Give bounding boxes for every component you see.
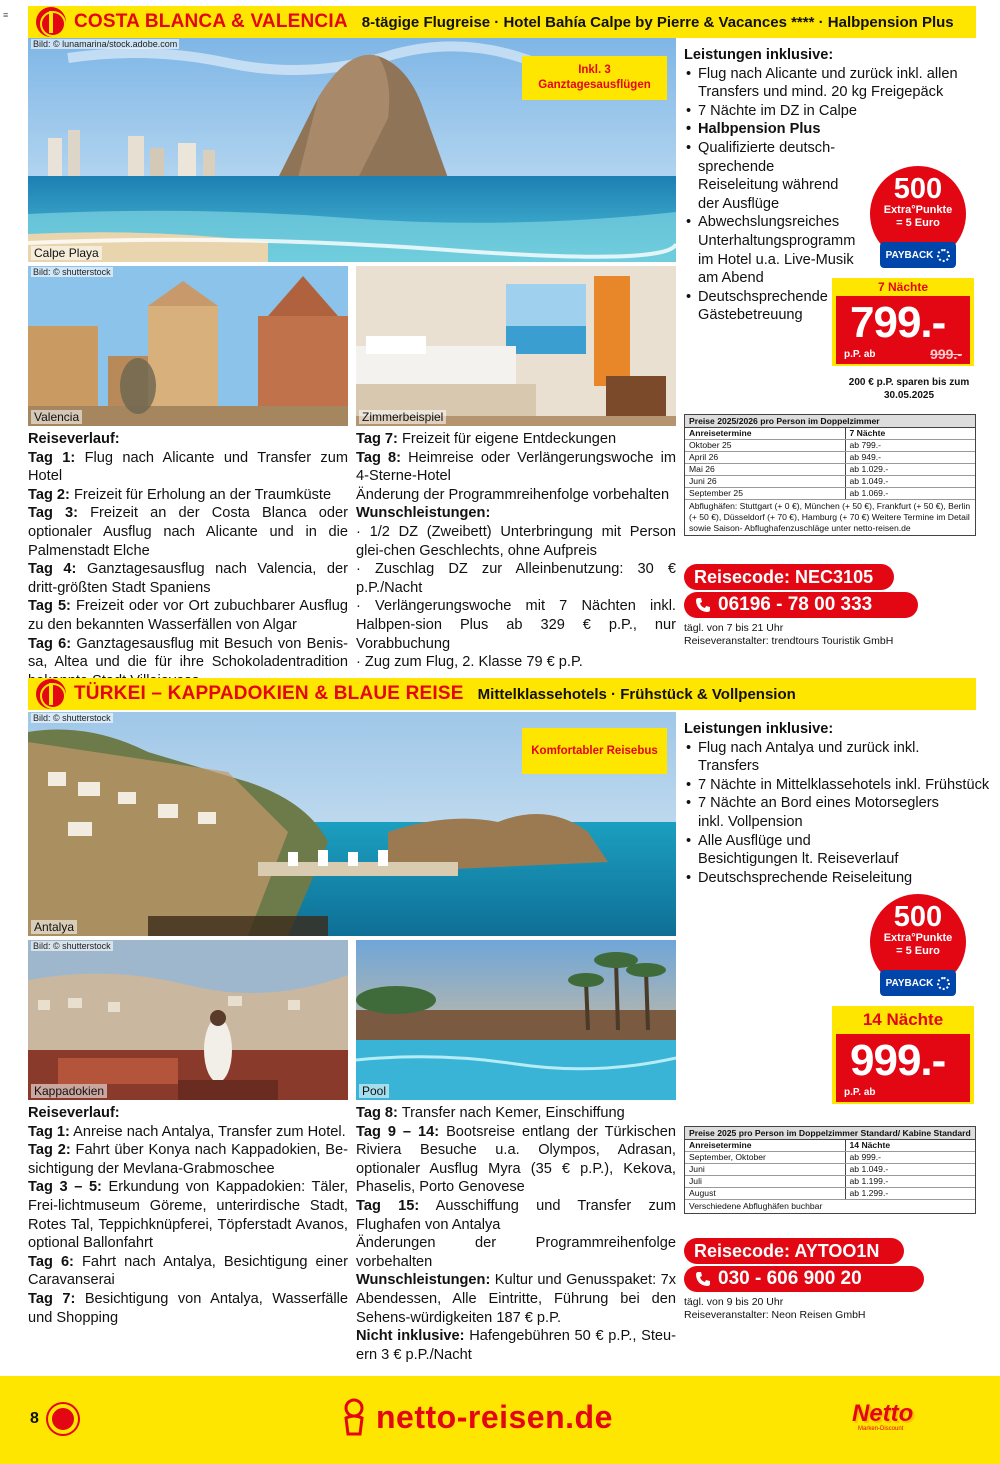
hotel-room-image	[356, 266, 676, 426]
offer2-inclusive-item: • Deutschsprechende Reiseleitung	[684, 869, 978, 888]
offer1-inclusive-item: • Deutschsprechende Gästebetreuung	[684, 288, 834, 325]
offer2-inclusive-title: Leistungen inklusive:	[684, 721, 834, 737]
table-cell: Juni 26	[685, 476, 845, 488]
offer1-phone-number: 06196 - 78 00 333	[718, 594, 873, 615]
itinerary-day: Tag 6: Fahrt nach Antalya, Besichtigung einer Caravanserai	[28, 1253, 348, 1289]
cappadocia-image	[28, 940, 348, 1100]
table-cell: Juni	[685, 1164, 845, 1176]
offer2-badge-line2: = 5 Euro	[896, 945, 940, 957]
itinerary-day: Tag 4: Ganztagesausflug nach Valencia, der dritt-größten Stadt Spaniens	[28, 561, 348, 596]
valencia-image	[28, 266, 348, 426]
table-cell: ab 799.-	[845, 440, 975, 452]
offer1-main-photo-credit: Bild: © lunamarina/stock.adobe.com	[33, 39, 178, 49]
offer2-photo-left-caption: Kappadokien	[31, 1084, 107, 1098]
offer1-inclusive-item: • 7 Nächte im DZ in Calpe	[684, 102, 974, 121]
offer1-badge-line1: Extra°Punkte	[883, 204, 953, 216]
offer1-inclusive-item: • Halbpension Plus	[684, 120, 974, 139]
payback-label: PAYBACK	[885, 977, 934, 989]
offer1-table-title: Preise 2025/2026 pro Person im Doppelzimmer	[685, 415, 975, 428]
offer1-photo-room	[356, 266, 676, 426]
offer2-inclusive-item: • Alle Ausflüge und Besichtigungen lt. Reiseverlauf	[684, 832, 914, 869]
offer1-photo-left-credit: Bild: © shutterstock	[33, 267, 111, 277]
table-cell: September 25	[685, 488, 845, 500]
offer1-old-price: 999.-	[930, 346, 962, 362]
wish-item: · Verlängerungswoche mit 7 Nächten inkl. Halbpen-sion Plus ab 329 € p.P., nur Vorabbuchung	[356, 598, 676, 652]
itinerary-day: Tag 15: Ausschiffung und Transfer zum Flughafen von Antalya	[356, 1197, 677, 1233]
offer1-price: 799.-	[850, 298, 946, 347]
netto-logo-sub: Marken-Discount	[858, 1426, 904, 1432]
offer2-inclusive-item: • 7 Nächte in Mittelklassehotels inkl. Frühstück	[684, 776, 978, 795]
offer2-photo-left-credit: Bild: © shutterstock	[33, 941, 111, 951]
itinerary-day: Tag 9 – 14: Bootsreise entlang der Türkischen Riviera Besuche u.a. Olympos, Adrasan, optionaler Ausflug Myra (35 € p.P.), Kekova, Phaselis, Porto Genovese	[356, 1123, 676, 1196]
offer1-itinerary-title: Reiseverlauf:	[28, 431, 120, 447]
offer2-payback-logo	[880, 970, 956, 996]
offer1-savings: 200 € p.P. sparen bis zum 30.05.2025	[848, 377, 970, 401]
side-mark: ≡	[3, 10, 9, 20]
itinerary-day: Tag 1: Flug nach Alicante und Transfer zum Hotel	[28, 449, 348, 485]
phone-icon	[694, 1270, 712, 1288]
footer-globe-icon	[48, 1404, 78, 1434]
table-cell: Juli	[685, 1176, 845, 1188]
table-col-header: Anreisetermine	[685, 1140, 845, 1152]
offer2-itinerary-cont	[356, 1104, 676, 1364]
wish-item: · 1/2 DZ (Zweibett) Unterbringung mit Person glei-chen Geschlechts, ohne Aufpreis	[356, 523, 676, 559]
offer1-nights: 7 Nächte	[877, 280, 929, 294]
offer2-order-note: Änderungen der Programmreihenfolge vorbehalten	[356, 1235, 676, 1270]
offer1-itinerary	[28, 430, 348, 690]
offer2-table-title: Preise 2025 pro Person im Doppelzimmer Standard/ Kabine Standard	[685, 1127, 975, 1140]
offer2-phone-number: 030 - 606 900 20	[718, 1268, 862, 1289]
itinerary-day: Tag 7: Besichtigung von Antalya, Wasserfälle und Shopping	[28, 1290, 348, 1326]
offer2-main-photo-credit: Bild: © shutterstock	[33, 713, 111, 723]
pool-image	[356, 940, 676, 1100]
offer2-inclusive	[684, 720, 990, 887]
offer1-inclusive-item: • Flug nach Alicante und zurück inkl. allen Transfers und mind. 20 kg Freigepäck	[684, 65, 974, 102]
itinerary-day: Tag 5: Freizeit oder vor Ort zubuchbarer Ausflug zu den bekannten Wasserfällen von Algar	[28, 598, 348, 633]
itinerary-day: Tag 6: Ganztagesausflug mit Besuch von Benis-sa, Altea und die für ihre Schokoladentradition	[28, 635, 348, 671]
offer2-price-unit: p.P. ab	[844, 1087, 876, 1098]
table-cell: April 26	[685, 452, 845, 464]
offer1-main-photo-caption: Calpe Playa	[31, 246, 102, 260]
itinerary-day: Tag 1: Anreise nach Antalya, Transfer zum Hotel.	[28, 1123, 346, 1140]
table-cell: August	[685, 1188, 845, 1200]
table-cell: ab 1.049.-	[845, 476, 975, 488]
table-cell: Oktober 25	[685, 440, 845, 452]
itinerary-day: Tag 8: Transfer nach Kemer, Einschiffung	[356, 1105, 625, 1121]
table-cell: ab 1.029.-	[845, 464, 975, 476]
offer2-banner	[28, 678, 976, 710]
offer2-itinerary-title: Reiseverlauf:	[28, 1105, 120, 1121]
offer1-table-note: Abflughäfen: Stuttgart (+ 0 €), München (+ 50 €), Frankfurt (+ 50 €), Berlin (+ 50 €), Düsseldorf (+ 70 €), Hamburg (+ 70 €) Weitere Termine im Detail sowie Saison- Abflughafenzuschläge unter netto-reisen.de	[689, 501, 971, 533]
table-cell: ab 1.299.-	[845, 1188, 975, 1200]
offer2-badge-number: 500	[893, 901, 943, 933]
itinerary-day: Tag 3: Freizeit an der Costa Blanca oder optionaler Ausflug nach Alicante und in die Palmenstadt Elche	[28, 505, 348, 559]
table-cell: ab 1.049.-	[845, 1164, 975, 1176]
offer2-info: Mittelklassehotels · Frühstück & Vollpension	[477, 685, 796, 703]
table-cell: Mai 26	[685, 464, 845, 476]
offer2-hours: tägl. von 9 bis 20 Uhr	[684, 1296, 784, 1308]
offer1-photo-right-caption: Zimmerbeispiel	[359, 410, 446, 424]
itinerary-day: Tag 3 – 5: Erkundung von Kappadokien: Täler, Frei-lichtmuseum Göreme, unterirdische Stadt, Rotes Tal, Teppichknüpferei, Töpferstadt Avanos, optional Ballonfahrt	[28, 1179, 349, 1252]
offer2-main-photo-caption: Antalya	[31, 920, 77, 934]
table-col-header: 14 Nächte	[845, 1140, 975, 1152]
wish-item: · Zug zum Flug, 2. Klasse 79 € p.P.	[356, 654, 583, 671]
table-col-header: Anreisetermine	[685, 428, 845, 440]
netto-logo-text: Netto	[852, 1400, 914, 1427]
offer2-photo-pool	[356, 940, 676, 1100]
payback-label: PAYBACK	[885, 249, 934, 261]
offer1-sticker: Inkl. 3 Ganztagesausflügen	[522, 56, 667, 100]
offer1-price-tag	[836, 296, 970, 364]
offer1-photo-valencia	[28, 266, 348, 426]
offer1-payback-logo	[880, 242, 956, 268]
offer1-price-table	[684, 414, 976, 536]
offer1-inclusive-item: • Qualifizierte deutsch-sprechende Reiseleitung während der Ausflüge	[684, 139, 854, 213]
offer2-travel-code: Reisecode: AYTOO1N	[684, 1238, 904, 1264]
offer1-banner	[28, 6, 976, 38]
offer1-price-unit: p.P. ab	[844, 349, 876, 360]
itinerary-day: Tag 7: Freizeit für eigene Entdeckungen	[356, 431, 617, 447]
footer-site-link[interactable]	[340, 1398, 613, 1436]
page-number: 8	[30, 1410, 39, 1427]
table-col-header: 7 Nächte	[845, 428, 975, 440]
footer-site: netto-reisen.de	[376, 1398, 613, 1435]
wish-item: · Zuschlag DZ zur Alleinbenutzung: 30 € p.P./Nacht	[356, 561, 676, 596]
offer2-sticker: Komfortabler Reisebus	[522, 728, 667, 774]
offer2-photo-right-caption: Pool	[359, 1084, 389, 1098]
offer2-inclusive-item: • Flug nach Antalya und zurück inkl. Transfers	[684, 739, 978, 776]
offer2-inclusive-item: • 7 Nächte an Bord eines Motorseglers inkl. Vollpension	[684, 794, 944, 831]
offer2-photo-cappadocia	[28, 940, 348, 1100]
footer	[0, 1376, 1000, 1464]
netto-dog-icon	[340, 1398, 368, 1436]
payback-icon	[937, 977, 950, 990]
table-cell: September, Oktober	[685, 1152, 845, 1164]
offer2-nights: 14 Nächte	[862, 1010, 944, 1029]
phone-icon	[694, 596, 712, 614]
netto-logo	[852, 1400, 932, 1440]
table-cell: ab 1.069.-	[845, 488, 975, 500]
offer1-wishes-title: Wunschleistungen:	[356, 505, 491, 522]
offer1-info: 8-tägige Flugreise · Hotel Bahía Calpe by Pierre & Vacances **** · Halbpension Plus	[361, 13, 954, 31]
offer2-itinerary	[28, 1104, 348, 1327]
offer2-destination: TÜRKEI – KAPPADOKIEN & BLAUE REISE	[74, 683, 464, 704]
offer1-badge-number: 500	[893, 173, 943, 205]
offer1-phone[interactable]	[684, 592, 918, 618]
offer1-travel-code: Reisecode: NEC3105	[684, 564, 894, 590]
offer2-phone[interactable]	[684, 1266, 924, 1292]
offer1-inclusive-title: Leistungen inklusive:	[684, 47, 834, 63]
offer2-wishes: Wunschleistungen: Kultur und Genusspaket: 7x Abendessen, Alle Eintritte, Führung bei den Sehens-würdigkeiten 187 € p.P.	[356, 1272, 676, 1326]
offer1-itinerary-cont	[356, 430, 676, 672]
offer2-badge-line1: Extra°Punkte	[883, 932, 953, 944]
offer1-photo-left-caption: Valencia	[31, 410, 82, 424]
table-cell: ab 999.-	[845, 1152, 975, 1164]
itinerary-day: Tag 8: Heimreise oder Verlängerungswoche im 4-Sterne-Hotel	[356, 449, 676, 485]
offer2-not-included: Nicht inklusive: Hafengebühren 50 € p.P., Steu-ern 3 € p.P./Nacht	[356, 1328, 676, 1363]
itinerary-day: Tag 2: Freizeit für Erholung an der Traumküste	[28, 486, 332, 503]
payback-icon	[937, 249, 950, 262]
offer2-price-tag	[836, 1034, 970, 1102]
offer1-destination: COSTA BLANCA & VALENCIA	[74, 11, 348, 32]
offer2-operator: Reiseveranstalter: Neon Reisen GmbH	[684, 1309, 866, 1321]
offer1-operator: Reiseveranstalter: trendtours Touristik GmbH	[684, 635, 894, 647]
table-cell: ab 949.-	[845, 452, 975, 464]
offer1-inclusive-item: • Abwechslungsreiches Unterhaltungsprogramm im Hotel u.a. Live-Musik am Abend	[684, 213, 854, 287]
offer2-price: 999.-	[850, 1036, 946, 1085]
globe-icon	[36, 7, 66, 37]
offer1-badge-line2: = 5 Euro	[896, 217, 940, 229]
offer2-price-table	[684, 1126, 976, 1214]
globe-icon	[36, 679, 66, 709]
table-cell: ab 1.199.-	[845, 1176, 975, 1188]
offer1-order-note: Änderung der Programmreihenfolge vorbehalten	[356, 486, 670, 503]
itinerary-day: Tag 2: Fahrt über Konya nach Kappadokien, Be-sichtigung der Mevlana-Grabmoschee	[28, 1142, 348, 1177]
offer2-table-note: Verschiedene Abflughäfen buchbar	[689, 1201, 823, 1211]
offer1-hours: tägl. von 7 bis 21 Uhr	[684, 622, 784, 634]
